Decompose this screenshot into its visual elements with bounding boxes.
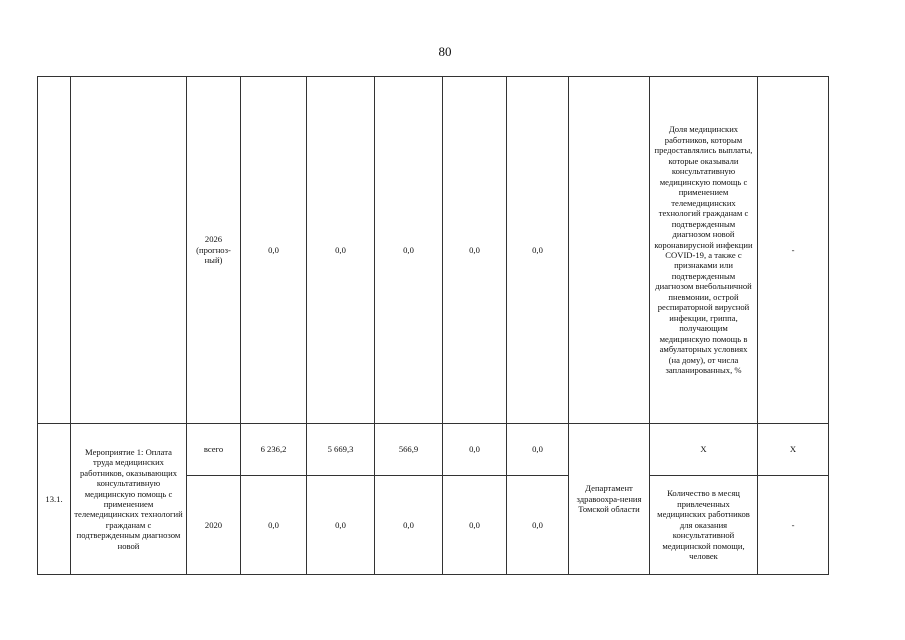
value-cell: 566,9 [375, 424, 443, 476]
year-cell: всего [187, 424, 241, 476]
value-cell: 0,0 [443, 77, 507, 424]
value-cell: 5 669,3 [307, 424, 375, 476]
row-number-cell [38, 77, 71, 424]
event-cell: Мероприятие 1: Оплата труда медицинских работников, оказывающих консультативную медицинскую помощь с применением телемедицинских технологий гражданам с подтвержденным диагнозом новой [71, 424, 187, 575]
value-cell: 0,0 [307, 476, 375, 575]
row-number-cell: 13.1. [38, 424, 71, 575]
indicator-cell: Количество в месяц привлеченных медицинских работников для оказания консультативной медицинской помощи, человек [650, 476, 758, 575]
indicator-value-cell: X [758, 424, 829, 476]
table-row [38, 424, 829, 476]
program-table [37, 76, 829, 575]
indicator-cell: Доля медицинских работников, которым предоставлялись выплаты, которые оказывали консультативную медицинскую помощь с применением телемедицинских технологий гражданам с подтвержденным диагнозом новой коронавирусной инфекции COVID-19, а также с признаками или подтвержденным диагнозом внебольничной пневмонии, острой респираторной вирусной инфекции, гриппа, получающим медицинскую помощь в амбулаторных условиях (на дому), от числа запланированных, % [650, 77, 758, 424]
value-cell: 0,0 [241, 476, 307, 575]
value-cell: 6 236,2 [241, 424, 307, 476]
year-cell: 2026 (прогноз-ный) [187, 77, 241, 424]
event-cell [71, 77, 187, 424]
indicator-cell: X [650, 424, 758, 476]
value-cell: 0,0 [307, 77, 375, 424]
indicator-value-cell: - [758, 77, 829, 424]
value-cell: 0,0 [443, 476, 507, 575]
executor-cell [569, 77, 650, 424]
value-cell: 0,0 [507, 77, 569, 424]
executor-cell: Департамент здравоохра-нения Томской области [569, 424, 650, 575]
value-cell: 0,0 [507, 476, 569, 575]
table-row [38, 77, 829, 424]
value-cell: 0,0 [375, 77, 443, 424]
value-cell: 0,0 [375, 476, 443, 575]
value-cell: 0,0 [507, 424, 569, 476]
page-number: 80 [438, 44, 452, 59]
value-cell: 0,0 [443, 424, 507, 476]
year-cell: 2020 [187, 476, 241, 575]
value-cell: 0,0 [241, 77, 307, 424]
indicator-value-cell: - [758, 476, 829, 575]
